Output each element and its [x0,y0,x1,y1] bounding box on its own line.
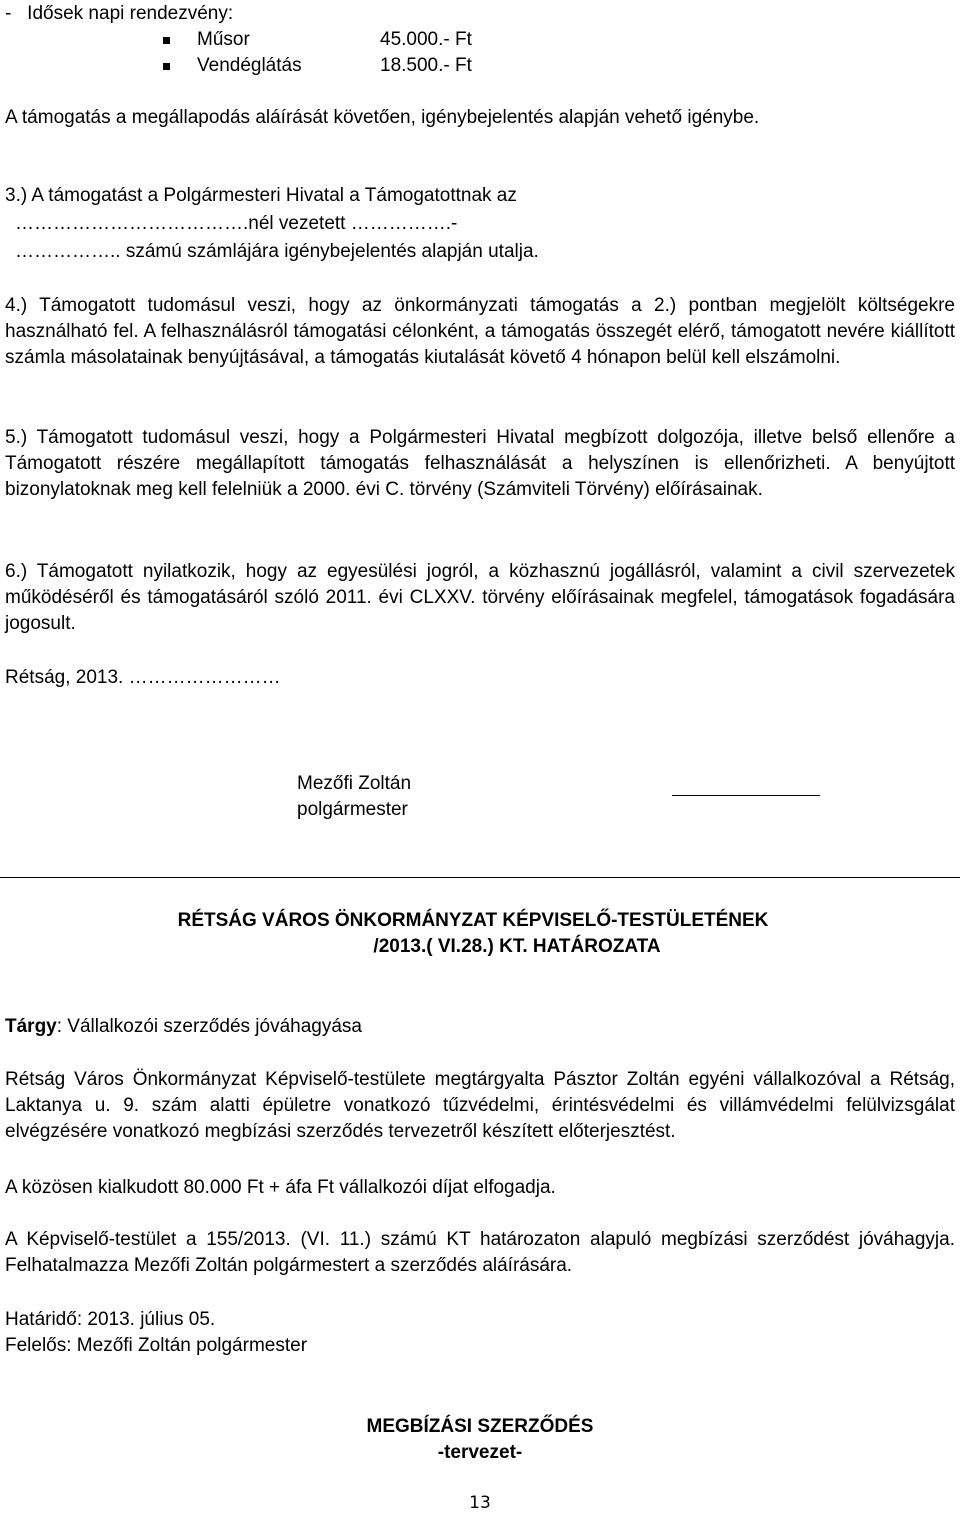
responsible: Felelős: Mezőfi Zoltán polgármester [5,1335,308,1356]
deadline: Határidő: 2013. július 05. [5,1309,216,1330]
signer-title: polgármester [297,799,408,820]
dash-marker: - [5,3,28,24]
subject-label: Tárgy [5,1016,57,1037]
resolution-paragraph-2: A közösen kialkudott 80.000 Ft + áfa Ft vállalkozói díjat elfogadja. [5,1177,556,1198]
subject-text: : Vállalkozói szerződés jóváhagyása [56,1016,362,1037]
square-bullet-icon [163,63,170,70]
subject-line [5,1014,362,1040]
signature-block [297,771,411,823]
paragraph-3-line-1: 3.) A támogatást a Polgármesteri Hivatal a Támogatottnak az [5,185,517,206]
event-line [5,1,233,27]
resolution-paragraph-1: Rétság Város Önkormányzat Képviselő-testülete megtárgyalta Pásztor Zoltán egyéni vállalkozóval a Rétság, Laktanya u. 9. szám alatti épületre vonatkozó tűzvédelmi, érintésvédelmi és villámvédelmi felülvizsgálat elvégzésére vonatkozó megbízási szerződés tervezetről készített előterjesztést. [5,1069,955,1142]
paragraph-3-line-2: ……………………………….nél vezetett …………….- [15,213,458,234]
signature-line [672,795,820,796]
item-amount: 18.500.- Ft [380,55,472,76]
contract-subtitle: -tervezet- [437,1442,523,1463]
place-date: Rétság, 2013. …………………… [5,667,281,688]
item-amount: 45.000.- Ft [380,29,472,50]
paragraph-5: 5.) Támogatott tudomásul veszi, hogy a Polgármesteri Hivatal megbízott dolgozója, illetve belső ellenőre a Támogatott részére megállapított támogatás felhasználását a helyszínen is ellenőrizheti. A benyújtott bizonylatoknak meg kell felelniük a 2000. évi C. törvény (Számviteli Törvény) előírásainak. [5,427,955,500]
list-item [5,27,797,53]
list-item [5,53,797,79]
paragraph-4: 4.) Támogatott tudomásul veszi, hogy az önkormányzati támogatás a 2.) pontban megjelölt költségekre használható fel. A felhasználásról támogatási célonként, a támogatás összegét elérő, támogatott nevére kiállított számla másolatainak benyújtásával, a támogatás kiutalását követő 4 hónapon belül kell elszámolni. [5,295,955,368]
contract-title: MEGBÍZÁSI SZERZŐDÉS [366,1416,594,1437]
paragraph-6: 6.) Támogatott nyilatkozik, hogy az egyesülési jogról, a közhasznú jogállásról, valamint a civil szervezetek működéséről és támogatásáról szóló 2011. évi CLXXV. törvény előírásainak megfelel, támogatások fogadására jogosult. [5,561,955,634]
section-divider [0,877,960,878]
claim-paragraph: A támogatás a megállapodás aláírását követően, igénybejelentés alapján vehető igénybe. [5,107,760,128]
resolution-heading-line-1: RÉTSÁG VÁROS ÖNKORMÁNYZAT KÉPVISELŐ-TESTÜLETÉNEK [177,910,769,931]
item-label: Műsor [197,29,250,50]
square-bullet-icon [163,37,170,44]
event-label: Idősek napi rendezvény: [27,3,234,24]
page-number: 13 [469,1493,491,1513]
item-label: Vendéglátás [197,55,302,76]
paragraph-3-line-3: …………….. számú számlájára igénybejelentés alapján utalja. [15,241,539,262]
resolution-paragraph-3: A Képviselő-testület a 155/2013. (VI. 11.) számú KT határozaton alapuló megbízási szerződést jóváhagyja. Felhatalmazza Mezőfi Zoltán polgármestert a szerződés aláírására. [5,1229,955,1276]
resolution-heading-line-2: /2013.( VI.28.) KT. HATÁROZATA [373,936,661,957]
signer-name: Mezőfi Zoltán [297,773,412,794]
